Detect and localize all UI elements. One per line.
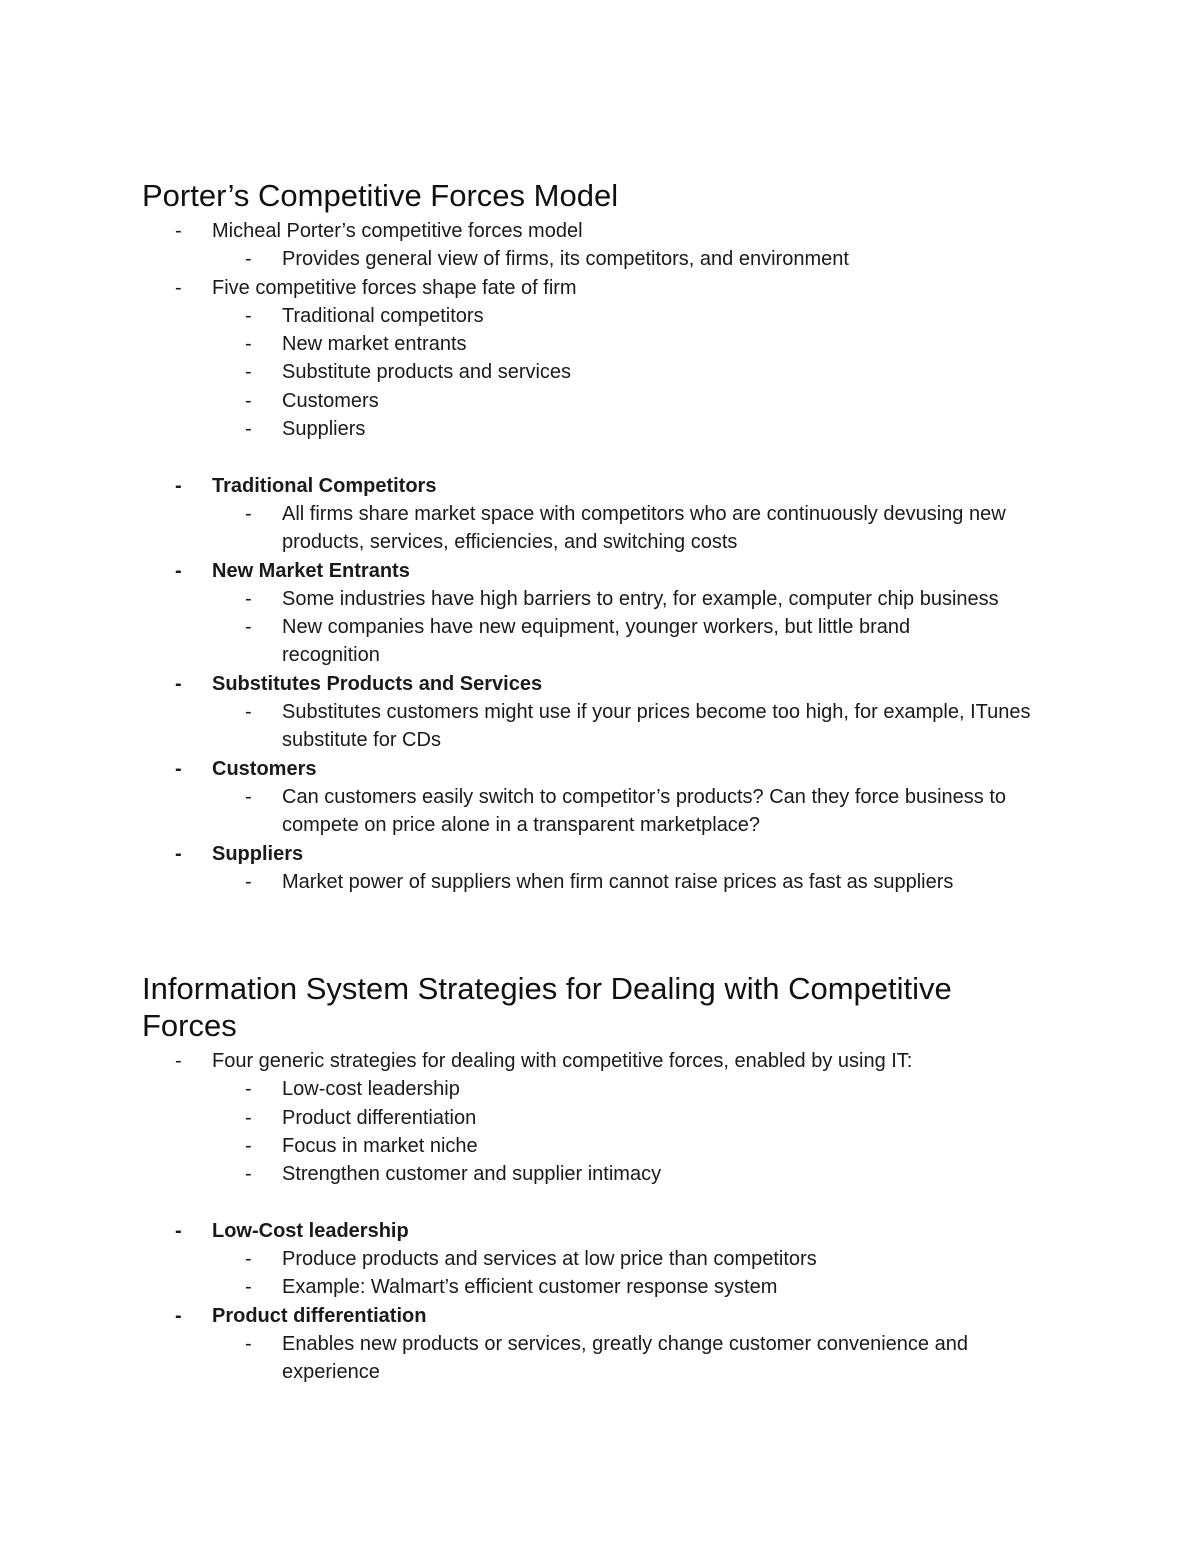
overview-list: [142, 217, 1082, 443]
list-item: - Five competitive forces shape fate of firm: [142, 274, 1082, 302]
bullet-dash: -: [245, 333, 252, 356]
list-item: - Can customers easily switch to competitor’s products? Can they force business to compete on price alone in a transparent marketplace?: [142, 783, 1082, 840]
bullet-dash: -: [175, 559, 182, 582]
list-item: - Substitutes customers might use if your prices become too high, for example, ITunes substitute for CDs: [142, 698, 1082, 755]
bullet-dash: -: [245, 701, 252, 724]
section-heading: Information System Strategies for Dealing with Competitive Forces: [142, 971, 952, 1043]
list-item: - Suppliers: [142, 415, 1082, 443]
list-item: - New market entrants: [142, 330, 1082, 358]
list-item: - Example: Walmart’s efficient customer response system: [142, 1273, 1082, 1301]
list-item: - Provides general view of firms, its competitors, and environment: [142, 245, 1082, 273]
list-item: - Traditional Competitors: [142, 472, 1082, 500]
list-item: - Customers: [142, 755, 1082, 783]
bullet-dash: -: [245, 587, 252, 610]
bullet-dash: -: [245, 1163, 252, 1186]
list-item: - Product differentiation: [142, 1302, 1082, 1330]
bullet-dash: -: [245, 361, 252, 384]
list-item: - Traditional competitors: [142, 302, 1082, 330]
list-item: - Product differentiation: [142, 1104, 1082, 1132]
bullet-dash: -: [245, 304, 252, 327]
bullet-dash: -: [175, 1304, 182, 1327]
section-is-strategies: [142, 970, 1082, 1387]
list-item: - Enables new products or services, greatly change customer convenience and experience: [142, 1330, 1082, 1387]
list-item: - Micheal Porter’s competitive forces model: [142, 217, 1082, 245]
bullet-dash: -: [175, 474, 182, 497]
forces-detail-list: [142, 472, 1082, 896]
bullet-dash: -: [175, 757, 182, 780]
list-item: - Market power of suppliers when firm cannot raise prices as fast as suppliers: [142, 868, 1082, 896]
list-item: - Substitutes Products and Services: [142, 670, 1082, 698]
section-heading: Porter’s Competitive Forces Model: [142, 178, 619, 213]
bullet-dash: -: [245, 1248, 252, 1271]
bullet-dash: -: [245, 1078, 252, 1101]
bullet-dash: -: [175, 842, 182, 865]
strategies-detail-list: [142, 1217, 1082, 1387]
list-item: - New Market Entrants: [142, 557, 1082, 585]
list-item: - Focus in market niche: [142, 1132, 1082, 1160]
list-item: - Produce products and services at low price than competitors: [142, 1245, 1082, 1273]
bullet-dash: -: [175, 220, 182, 242]
list-item: - Strengthen customer and supplier intimacy: [142, 1160, 1082, 1188]
list-item: - Low-cost leadership: [142, 1075, 1082, 1103]
bullet-dash: -: [245, 248, 252, 271]
bullet-dash: -: [245, 389, 252, 412]
bullet-dash: -: [245, 1134, 252, 1157]
bullet-dash: -: [245, 785, 252, 808]
bullet-dash: -: [245, 1332, 252, 1355]
bullet-dash: -: [245, 870, 252, 893]
bullet-dash: -: [245, 502, 252, 525]
bullet-dash: -: [245, 1106, 252, 1129]
list-item: - Customers: [142, 387, 1082, 415]
list-item: - Four generic strategies for dealing with competitive forces, enabled by using IT:: [142, 1047, 1082, 1075]
list-item: - New companies have new equipment, younger workers, but little brand recognition: [142, 613, 1082, 670]
list-item: - Substitute products and services: [142, 358, 1082, 386]
list-item: - Low-Cost leadership: [142, 1217, 1082, 1245]
list-item: - Some industries have high barriers to entry, for example, computer chip business: [142, 585, 1082, 613]
bullet-dash: -: [245, 418, 252, 441]
bullet-dash: -: [175, 276, 182, 299]
overview-list: [142, 1047, 1082, 1188]
bullet-dash: -: [245, 1276, 252, 1299]
bullet-dash: -: [245, 616, 252, 639]
bullet-dash: -: [175, 1219, 182, 1242]
list-item: - All firms share market space with competitors who are continuously devusing new products, services, efficiencies, and switching costs: [142, 500, 1082, 557]
list-item: - Suppliers: [142, 840, 1082, 868]
bullet-dash: -: [175, 1050, 182, 1072]
section-porters-model: [142, 177, 1082, 896]
bullet-dash: -: [175, 672, 182, 695]
